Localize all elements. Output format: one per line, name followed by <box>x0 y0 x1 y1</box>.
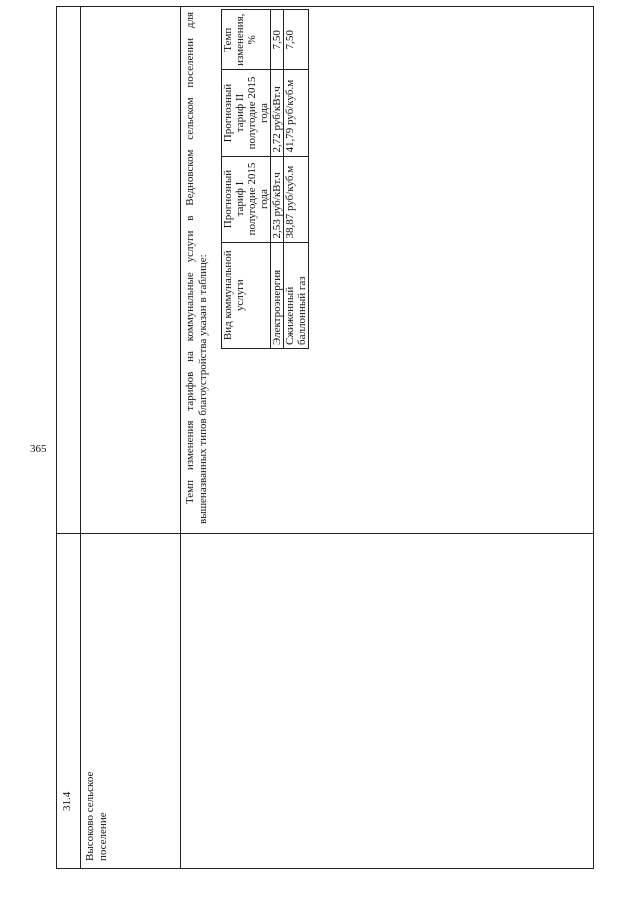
row-bottom-border <box>593 6 594 869</box>
table-row <box>271 10 284 349</box>
rotated-page-content <box>56 6 594 869</box>
table-row <box>284 10 309 349</box>
column-divider-2 <box>180 6 181 869</box>
cell-tariff-h1: 38,87 руб/куб.м <box>284 156 309 242</box>
row-separator-right <box>56 6 594 7</box>
cell-tariff-h1: 2,53 руб/кВт.ч <box>271 156 284 242</box>
block1-text <box>184 12 210 524</box>
column-divider-1 <box>80 6 81 869</box>
cell-change-rate: 7,50 <box>271 10 284 71</box>
row-top-border <box>56 6 57 869</box>
row-number: 31.4 <box>61 791 73 811</box>
header-tariff-h1: Прогнозный тариф I полугодие 2015 года <box>222 156 271 242</box>
tariff-intro: Темп изменения тарифов на коммунальные услуги в Ведновском сельском поселении для вышеназванных типов благоустройства указан в таблице: <box>184 12 210 524</box>
header-change-rate: Темп изменения, % <box>222 10 271 71</box>
settlement-name: Высоково сельское поселение <box>84 771 109 861</box>
header-tariff-h2: Прогнозный тариф II полугодие 2015 года <box>222 70 271 156</box>
row-separator <box>56 533 594 534</box>
cell-tariff-h2: 41,79 руб/куб.м <box>284 70 309 156</box>
cell-service: Электроэнергия <box>271 242 284 348</box>
tariff-table <box>221 9 309 349</box>
cell-service: Сжиженный баллонный газ <box>284 242 309 348</box>
cell-tariff-h2: 2,72 руб/кВт.ч <box>271 70 284 156</box>
header-service: Вид коммунальной услуги <box>222 242 271 348</box>
row-separator-left <box>56 868 594 869</box>
table-header-row <box>222 10 271 349</box>
page-number: 365 <box>30 443 47 455</box>
cell-change-rate: 7,50 <box>284 10 309 71</box>
